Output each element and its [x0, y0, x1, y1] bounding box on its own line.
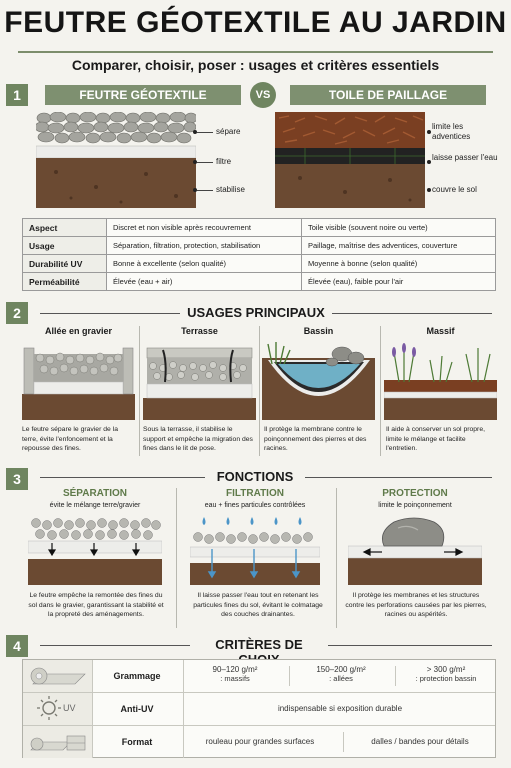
section-3-title: FONCTIONS [216, 469, 294, 484]
table-cell-feutre: Séparation, filtration, protection, stabilisation [107, 237, 302, 255]
section-4-title: CRITÈRES DE [215, 637, 303, 652]
table-cell-toile: Toile visible (souvent noire ou verte) [302, 219, 496, 237]
criteria-row-antiuv [23, 693, 495, 726]
criteria-divider [395, 666, 396, 686]
function-sub-protection: limite le poinçonnement [378, 502, 452, 509]
function-label-filtration: FILTRATION [226, 488, 284, 499]
callout-couvre-sol: couvre le sol [432, 185, 477, 194]
comparison-table [22, 218, 496, 291]
callout-laisse-passer-eau: laisse passer l'eau [432, 153, 498, 162]
table-row [23, 273, 496, 291]
grammage-value: > 300 g/m² [426, 665, 466, 674]
table-cell-toile: Moyenne à bonne (selon qualité) [302, 255, 496, 273]
feutre-title-bar: FEUTRE GÉOTEXTILE [45, 85, 241, 105]
grammage-use: : protection bassin [415, 674, 477, 683]
table-cell-feutre: Élevée (eau + air) [107, 273, 302, 291]
felt-roll-icon [23, 660, 93, 692]
section-4-rule-right [328, 645, 492, 646]
callout-line [197, 162, 213, 163]
table-row [23, 219, 496, 237]
separation-illustration [28, 515, 162, 585]
table-cell-aspect: Aspect [23, 219, 107, 237]
vs-badge: VS [250, 82, 276, 108]
massif-illustration [384, 342, 497, 420]
table-cell-aspect: Perméabilité [23, 273, 107, 291]
terrasse-illustration [143, 342, 256, 420]
sun-icon [23, 693, 93, 725]
function-label-separation: SÉPARATION [62, 488, 128, 499]
section-3-rule-right [305, 477, 492, 478]
criteria-label-grammage: Grammage [113, 671, 161, 681]
page-subtitle: Comparer, choisir, poser : usages et critères essentiels [71, 57, 440, 73]
function-label-protection: PROTECTION [382, 488, 448, 499]
usage-text-allee: Le feutre sépare le gravier de la terre, évite l'enfoncement et la repousse des fines. [22, 426, 118, 452]
format-rouleau: rouleau pour grandes surfaces [205, 737, 315, 746]
table-cell-feutre: Bonne à excellente (selon qualité) [107, 255, 302, 273]
bassin-illustration [262, 342, 375, 420]
function-text-protection: Il protège les membranes et les structures contre les perforations causées par les pierres, racines ou aspérités. [345, 592, 487, 618]
usage-divider [259, 326, 260, 456]
title-divider [18, 51, 493, 53]
antiuv-value: indispensable si exposition durable [277, 704, 403, 713]
callout-line [197, 132, 213, 133]
usage-divider [380, 326, 381, 456]
callout-limite-adventices: limite les adventices [432, 122, 471, 141]
callout-dot [427, 160, 431, 164]
criteria-row-grammage [23, 660, 495, 693]
function-divider [336, 488, 337, 628]
usage-divider [139, 326, 140, 456]
grammage-use: : allées [329, 674, 353, 683]
table-cell-aspect: Usage [23, 237, 107, 255]
uv-icon-label: UV [63, 703, 76, 713]
callout-dot [427, 130, 431, 134]
section-1-number: 1 [6, 84, 28, 106]
usage-text-bassin: Il protège la membrane contre le poinçonnement des pierres et des racines. [264, 426, 367, 452]
callout-separe: sépare [216, 127, 241, 136]
rolls-icon [23, 726, 93, 758]
section-2-rule-right [332, 313, 492, 314]
callout-stabilise: stabilise [216, 185, 245, 194]
function-text-separation: Le feutre empêche la remontée des fines du sol dans le gravier, garantissant la stabilité et la propreté des aménagements. [28, 592, 164, 618]
usage-text-terrasse: Sous la terrasse, il stabilise le support et empêche la migration des fines dans le lit de pose. [143, 426, 253, 452]
usage-text-massif: Il aide à conserver un sol propre, limite le mélange et facilite l'entretien. [386, 426, 485, 452]
water-drop-icon [203, 517, 302, 525]
usage-label-allee: Allée en gravier [44, 326, 113, 336]
table-row [23, 237, 496, 255]
section-2-rule-left [40, 313, 180, 314]
grammage-allees [291, 665, 391, 683]
grammage-value: 150–200 g/m² [316, 665, 366, 674]
protection-illustration [348, 512, 482, 585]
usage-label-bassin: Bassin [303, 326, 334, 336]
function-divider [176, 488, 177, 628]
section-3-number: 3 [6, 468, 28, 490]
callout-line [197, 190, 213, 191]
toile-title-bar: TOILE DE PAILLAGE [290, 85, 486, 105]
table-cell-aspect: Durabilité UV [23, 255, 107, 273]
table-cell-toile: Paillage, maîtrise des adventices, couverture [302, 237, 496, 255]
table-cell-feutre: Discret et non visible après recouvrement [107, 219, 302, 237]
criteria-table [22, 659, 496, 758]
grammage-bassin [397, 665, 495, 683]
function-sub-filtration: eau + fines particules contrôlées [204, 502, 306, 509]
callout-dot [427, 188, 431, 192]
filtration-illustration [190, 515, 320, 585]
function-sub-separation: évite le mélange terre/gravier [49, 502, 141, 509]
criteria-label-antiuv: Anti-UV [120, 704, 154, 714]
allee-gravier-illustration [22, 342, 135, 420]
usage-label-massif: Massif [426, 326, 455, 336]
grammage-value: 90–120 g/m² [212, 665, 258, 674]
section-4-number: 4 [6, 635, 28, 657]
callout-filtre: filtre [216, 157, 232, 166]
criteria-divider [289, 666, 290, 686]
section-4-rule-left [40, 645, 190, 646]
function-text-filtration: Il laisse passer l'eau tout en retenant les particules fines du sol, évitant le colmatage des couches drainantes. [193, 592, 323, 618]
section-2-title: USAGES PRINCIPAUX [187, 305, 325, 320]
criteria-divider [183, 693, 184, 725]
criteria-divider [343, 732, 344, 752]
criteria-row-format [23, 726, 495, 759]
grammage-use: : massifs [220, 674, 250, 683]
page-title: FEUTRE GÉOTEXTILE AU JARDIN [4, 6, 507, 39]
criteria-label-format: Format [121, 737, 153, 747]
table-row [23, 255, 496, 273]
usage-label-terrasse: Terrasse [181, 326, 218, 336]
format-dalles: dalles / bandes pour détails [371, 737, 469, 746]
table-cell-toile: Élevée (eau), faible pour l'air [302, 273, 496, 291]
criteria-divider [183, 660, 184, 692]
section-3-rule-left [40, 477, 205, 478]
feutre-cross-section-illustration [36, 112, 196, 208]
criteria-divider [183, 726, 184, 758]
toile-cross-section-illustration [275, 112, 425, 208]
section-2-number: 2 [6, 302, 28, 324]
grammage-massifs [185, 665, 285, 683]
